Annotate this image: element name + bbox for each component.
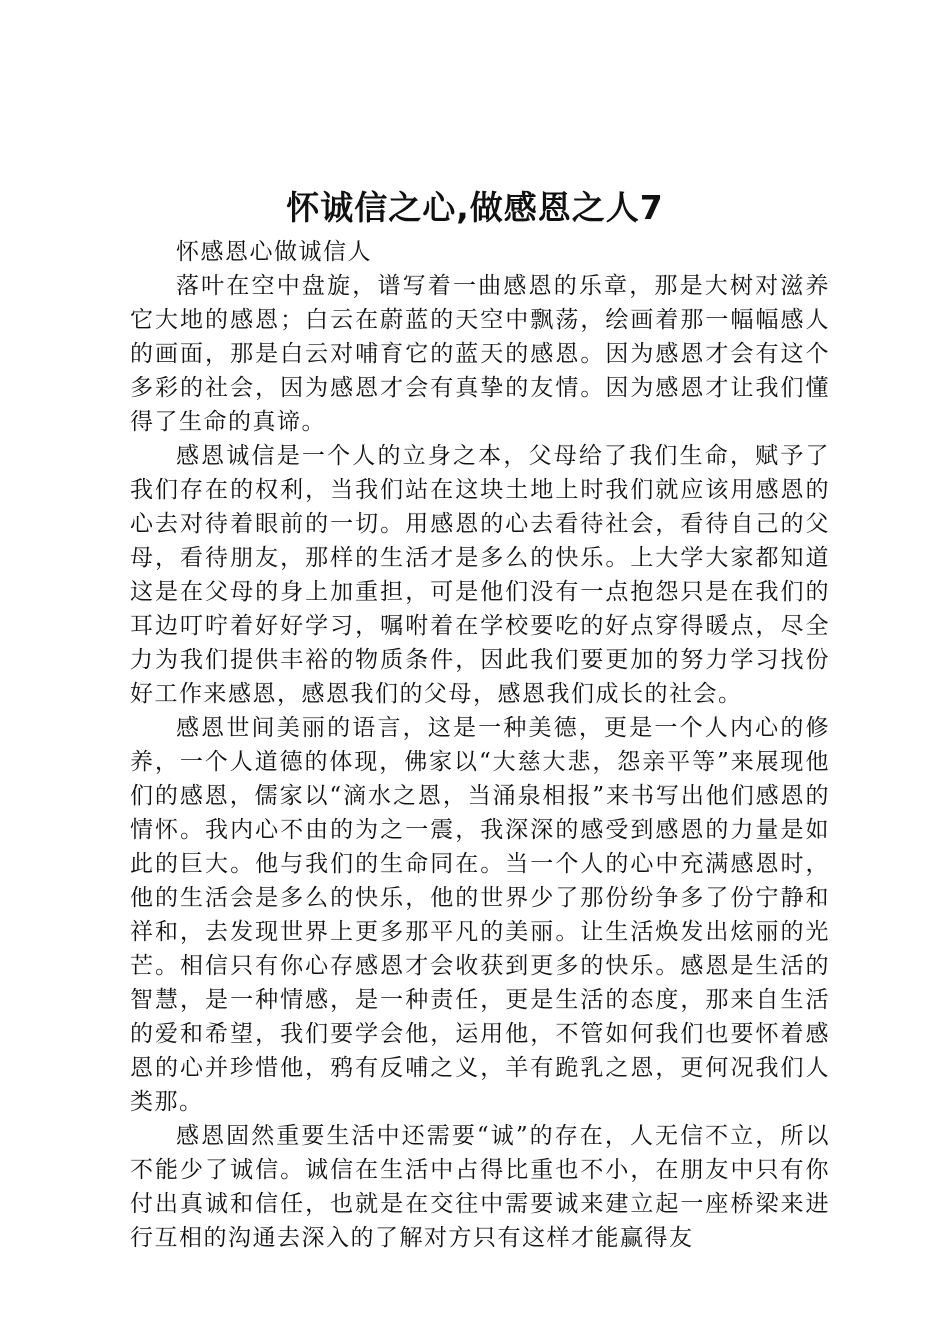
paragraph: 感恩固然重要生活中还需要“诚”的存在，人无信不立，所以不能少了诚信。诚信在生活中占得比重也不小，在朋友中只有你付出真诚和信任，也就是在交往中需要诚来建立起一座桥梁来进行互相的沟通去深入的了解对方只有这样才能赢得友 [130, 1123, 830, 1251]
paragraph-subtitle: 怀感恩心做诚信人 [176, 239, 372, 265]
document-body [130, 235, 830, 1255]
paragraph: 感恩诚信是一个人的立身之本，父母给了我们生命，赋予了我们存在的权利，当我们站在这块土地上时我们就应该用感恩的心去对待着眼前的一切。用感恩的心去看待社会，看待自己的父母，看待朋友，那样的生活才是多么的快乐。上大学大家都知道这是在父母的身上加重担，可是他们没有一点抱怨只是在我们的耳边叮咛着好好学习，嘱咐着在学校要吃的好点穿得暖点，尽全力为我们提供丰裕的物质条件，因此我们要更加的努力学习找份好工作来感恩，感恩我们的父母，感恩我们成长的社会。 [130, 443, 830, 707]
paragraph: 落叶在空中盘旋，谱写着一曲感恩的乐章，那是大树对滋养它大地的感恩；白云在蔚蓝的天空中飘荡，绘画着那一幅幅感人的画面，那是白云对哺育它的蓝天的感恩。因为感恩才会有这个多彩的社会，因为感恩才会有真挚的友情。因为感恩才让我们懂得了生命的真谛。 [130, 273, 830, 435]
document-title: 怀诚信之心,做感恩之人7 [286, 188, 664, 227]
paragraph: 感恩世间美丽的语言，这是一种美德，更是一个人内心的修养，一个人道德的体现，佛家以“大慈大悲，怨亲平等”来展现他们的感恩，儒家以“滴水之恩，当涌泉相报”来书写出他们感恩的情怀。我内心不由的为之一震，我深深的感受到感恩的力量是如此的巨大。他与我们的生命同在。当一个人的心中充满感恩时，他的生活会是多么的快乐，他的世界少了那份纷争多了份宁静和祥和，去发现世界上更多那平凡的美丽。让生活焕发出炫丽的光芒。相信只有你心存感恩才会收获到更多的快乐。感恩是生活的智慧，是一种情感，是一种责任，更是生活的态度，那来自生活的爱和希望，我们要学会他，运用他，不管如何我们也要怀着感恩的心并珍惜他，鸦有反哺之义，羊有跪乳之恩，更何况我们人类那。 [130, 715, 830, 1115]
